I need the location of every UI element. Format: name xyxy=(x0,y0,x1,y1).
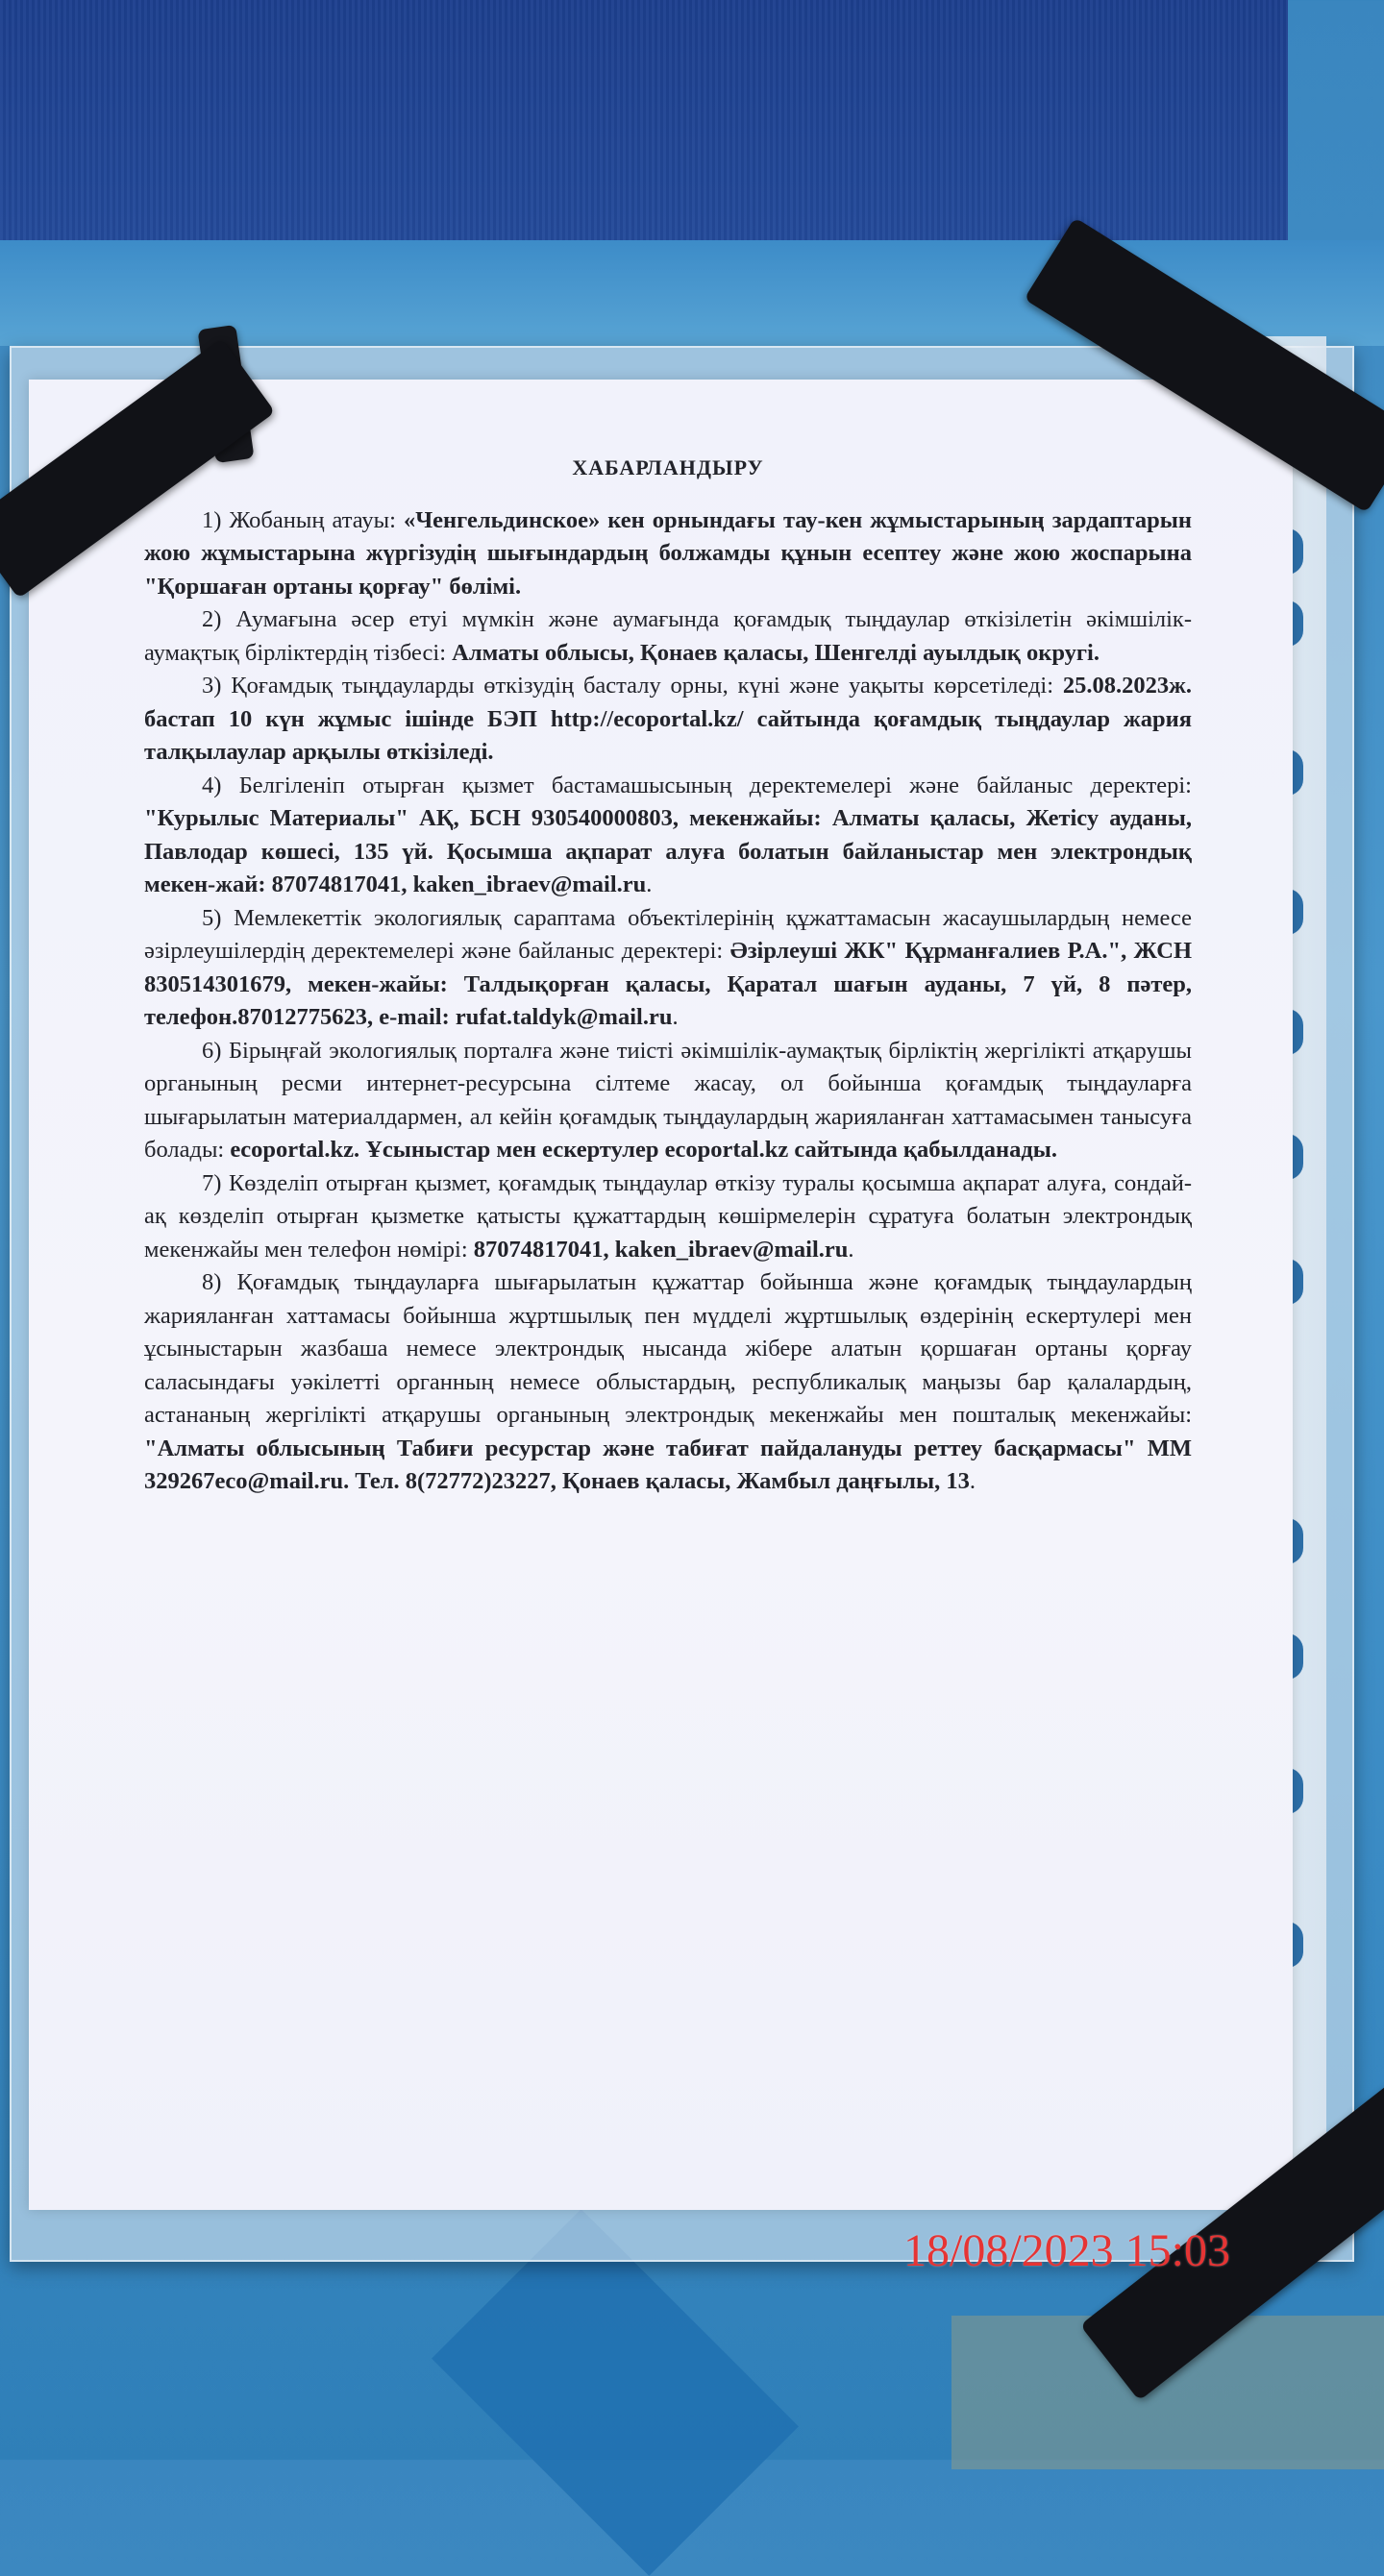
photo-timestamp: 18/08/2023 15:03 xyxy=(903,2225,1231,2276)
paragraph-tail: . xyxy=(672,1004,679,1030)
paragraph-5 xyxy=(144,902,1192,1035)
paragraph-bold-text: "Алматы облысының Табиғи ресурстар және табиғат пайдалануды реттеу басқармасы" ММ 329267eco@mail.ru. Тел. 8(72772)23227, Қонаев қаласы, Жамбыл даңғылы, 13 xyxy=(144,1435,1192,1494)
paragraph-text: Көзделіп отырған қызмет, қоғамдық тыңдаулар өткізу туралы қосымша ақпарат алуға, сондай-ақ көзделіп отырған қызметке қатысты құжаттардың көшірмелерін сұратуға болатын электрондық мекенжайы мен телефон нөмірі: xyxy=(144,1169,1192,1263)
floor-shape xyxy=(432,2209,799,2576)
paragraph-tail: . xyxy=(848,1236,854,1263)
paragraph-bold-text: «Ченгельдинское» кен орнындағы тау-кен жұмыстарының зардаптарын жою жұмыстарына жүргізудің шығындардың болжамды құнын есептеу және жою жоспарына "Қоршаған ортаны қорғау" бөлімі. xyxy=(144,506,1192,600)
paragraph-number: 6) xyxy=(202,1037,229,1064)
paragraph-bold-text: "Курылыс Материалы" АҚ, БСН 930540000803, мекенжайы: Алматы қаласы, Жетісу ауданы, Павлодар көшесі, 135 үй. Қосымша ақпарат алуға болатын байланыстар мен электрондық мекен-жай: 87074817041, kaken_ibraev@mail.ru xyxy=(144,805,1192,897)
paragraph-6 xyxy=(144,1035,1192,1167)
paragraph-2 xyxy=(144,603,1192,670)
paragraph-text: Аумағына әсер етуі мүмкін және аумағында қоғамдық тыңдаулар өткізілетін әкімшілік-аумақтық бірліктердің тізбесі: xyxy=(144,606,1192,666)
paragraph-bold-text: Әзірлеуші ЖК" Құрманғалиев Р.А.", ЖСН 830514301679, мекен-жайы: Талдықорған қаласы, Қаратал шағын ауданы, 7 үй, 8 пәтер, телефон.87012775623, e-mail: rufat.taldyk@mail.ru xyxy=(144,938,1192,1030)
paragraph-1 xyxy=(144,504,1192,604)
paragraph-tail: . xyxy=(969,1468,976,1494)
paragraph-bold-text: 25.08.2023ж. бастап 10 күн жұмыс ішінде БЭП http://ecoportal.kz/ сайтында қоғамдық тыңдаулар жария талқылаулар арқылы өткізіледі. xyxy=(144,673,1192,765)
paragraph-text: Белгіленіп отырған қызмет бастамашысының деректемелері және байланыс деректері: xyxy=(238,772,1192,798)
paragraph-text: Қоғамдық тыңдауларды өткізудің басталу орны, күні және уақыты көрсетіледі: xyxy=(231,673,1063,699)
paragraph-number: 3) xyxy=(202,673,232,699)
paragraph-bold-text: ecoportal.kz. Ұсыныстар мен ескертулер ecoportal.kz сайтында қабылданады. xyxy=(230,1137,1058,1163)
paragraph-number: 4) xyxy=(202,772,239,798)
paragraph-number: 7) xyxy=(202,1169,229,1196)
paragraph-3 xyxy=(144,670,1192,770)
paragraph-bold-text: Алматы облысы, Қонаев қаласы, Шенгелді ауылдық округі. xyxy=(452,639,1100,666)
paragraph-text: Бірыңғай экологиялық порталға және тиісті әкімшілік-аумақтық бірліктің жергілікті атқарушы органының ресми интернет-ресурсына сілтеме жасау, ол бойынша қоғамдық тыңдауларға шығарылатын материалдармен, ал кейін қоғамдық тыңдаулардың жарияланған хаттамасымен танысуға болады: xyxy=(144,1037,1192,1163)
notice-document xyxy=(144,452,1192,1499)
document-title: ХАБАРЛАНДЫРУ xyxy=(572,455,764,479)
paragraph-4 xyxy=(144,770,1192,902)
paragraph-text: Жобаның атауы: xyxy=(229,506,404,533)
paragraph-number: 8) xyxy=(202,1269,237,1295)
paragraph-bold-text: 87074817041, kaken_ibraev@mail.ru xyxy=(473,1236,849,1263)
paragraph-number: 5) xyxy=(202,904,235,931)
paragraph-number: 1) xyxy=(202,506,230,533)
paragraph-text: Қоғамдық тыңдауларға шығарылатын құжаттар бойынша және қоғамдық тыңдаулардың жарияланған хаттамасы бойынша жұртшылық пен мүдделі жұртшылық өздерінің ескертулері мен ұсыныстарын жазбаша немесе электрондық нысанда жібере алатын қоршаған ортаны қорғау саласындағы уәкілетті органның немесе облыстардың, республикалық маңызы бар қалалардың, астананың жергілікті атқарушы органының электрондық мекенжайы мен пошталық мекенжайы: xyxy=(144,1269,1192,1428)
paragraph-8 xyxy=(144,1266,1192,1499)
paragraph-tail: . xyxy=(646,871,653,897)
paragraph-text: Мемлекеттік экологиялық сараптама объектілерінің құжаттамасын жасаушылардың немесе әзірлеушілердің деректемелері және байланыс деректері: xyxy=(144,904,1192,964)
paragraph-7 xyxy=(144,1167,1192,1267)
paragraph-number: 2) xyxy=(202,606,236,632)
notice-board-frame xyxy=(0,0,1288,240)
